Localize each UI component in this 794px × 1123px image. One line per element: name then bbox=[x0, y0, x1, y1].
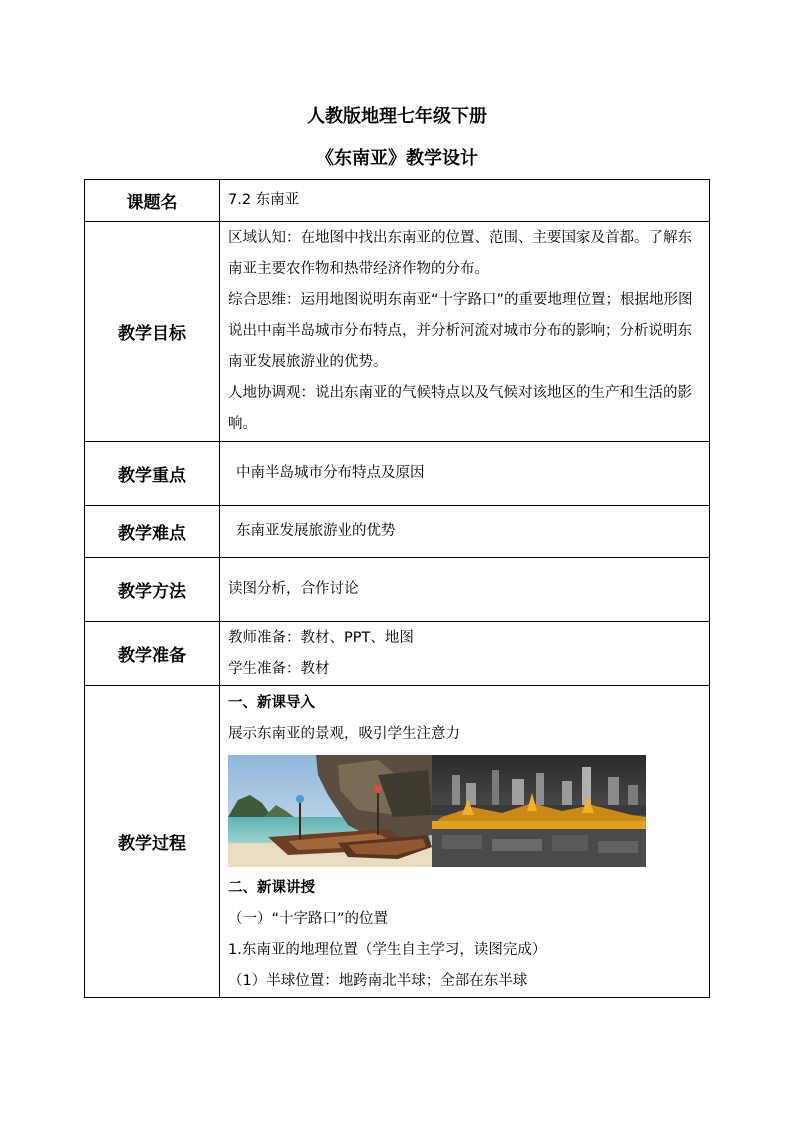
row-process bbox=[85, 686, 710, 998]
intro-text: 展示东南亚的景观，吸引学生注意力 bbox=[228, 726, 460, 742]
student-preparation: 学生准备：教材 bbox=[228, 660, 330, 677]
section-heading: 一、新课导入 bbox=[228, 695, 315, 711]
point-text: （1）半球位置：地跨南北半球；全部在东半球 bbox=[228, 973, 528, 989]
teacher-preparation: 教师准备：教材、PPT、地图 bbox=[228, 629, 414, 646]
document-subtitle: 《东南亚》教学设计 bbox=[316, 148, 478, 169]
row-key-points bbox=[85, 442, 710, 506]
point-text: 1.东南亚的地理位置（学生自主学习，读图完成） bbox=[228, 942, 547, 958]
row-topic bbox=[85, 180, 710, 222]
row-methods bbox=[85, 558, 710, 622]
row-objectives bbox=[85, 222, 710, 442]
objective-item: 综合思维：运用地图说明东南亚“十字路口”的重要地理位置；根据地形图说出中南半岛城市分布特点，并分析河流对城市分布的影响；分析说明东南亚发展旅游业的优势。 bbox=[228, 292, 693, 370]
value-topic: 7.2 东南亚 bbox=[220, 180, 710, 222]
label-process: 教学过程 bbox=[85, 686, 220, 998]
city-night-photo bbox=[432, 755, 646, 867]
row-difficulties bbox=[85, 506, 710, 558]
value-preparation bbox=[220, 622, 710, 686]
document-title: 人教版地理七年级下册 bbox=[307, 106, 487, 127]
beach-boats-photo bbox=[228, 755, 432, 867]
value-key-points: 中南半岛城市分布特点及原因 bbox=[236, 465, 425, 481]
label-difficulties: 教学难点 bbox=[85, 506, 220, 558]
section-heading: 二、新课讲授 bbox=[228, 880, 315, 896]
photo-row bbox=[228, 755, 705, 867]
subsection-title: （一）“十字路口”的位置 bbox=[228, 911, 389, 927]
label-methods: 教学方法 bbox=[85, 558, 220, 622]
label-topic: 课题名 bbox=[85, 180, 220, 222]
value-process bbox=[220, 686, 710, 998]
row-preparation bbox=[85, 622, 710, 686]
label-preparation: 教学准备 bbox=[85, 622, 220, 686]
label-key-points: 教学重点 bbox=[85, 442, 220, 506]
objective-item: 人地协调观：说出东南亚的气候特点以及气候对该地区的生产和生活的影响。 bbox=[228, 385, 692, 432]
label-objectives: 教学目标 bbox=[85, 222, 220, 442]
value-objectives bbox=[220, 222, 710, 442]
objective-item: 区域认知：在地图中找出东南亚的位置、范围、主要国家及首都。了解东南亚主要农作物和热带经济作物的分布。 bbox=[228, 230, 692, 277]
value-methods: 读图分析，合作讨论 bbox=[220, 558, 710, 622]
value-difficulties: 东南亚发展旅游业的优势 bbox=[236, 523, 396, 539]
lesson-plan-table bbox=[84, 179, 710, 998]
